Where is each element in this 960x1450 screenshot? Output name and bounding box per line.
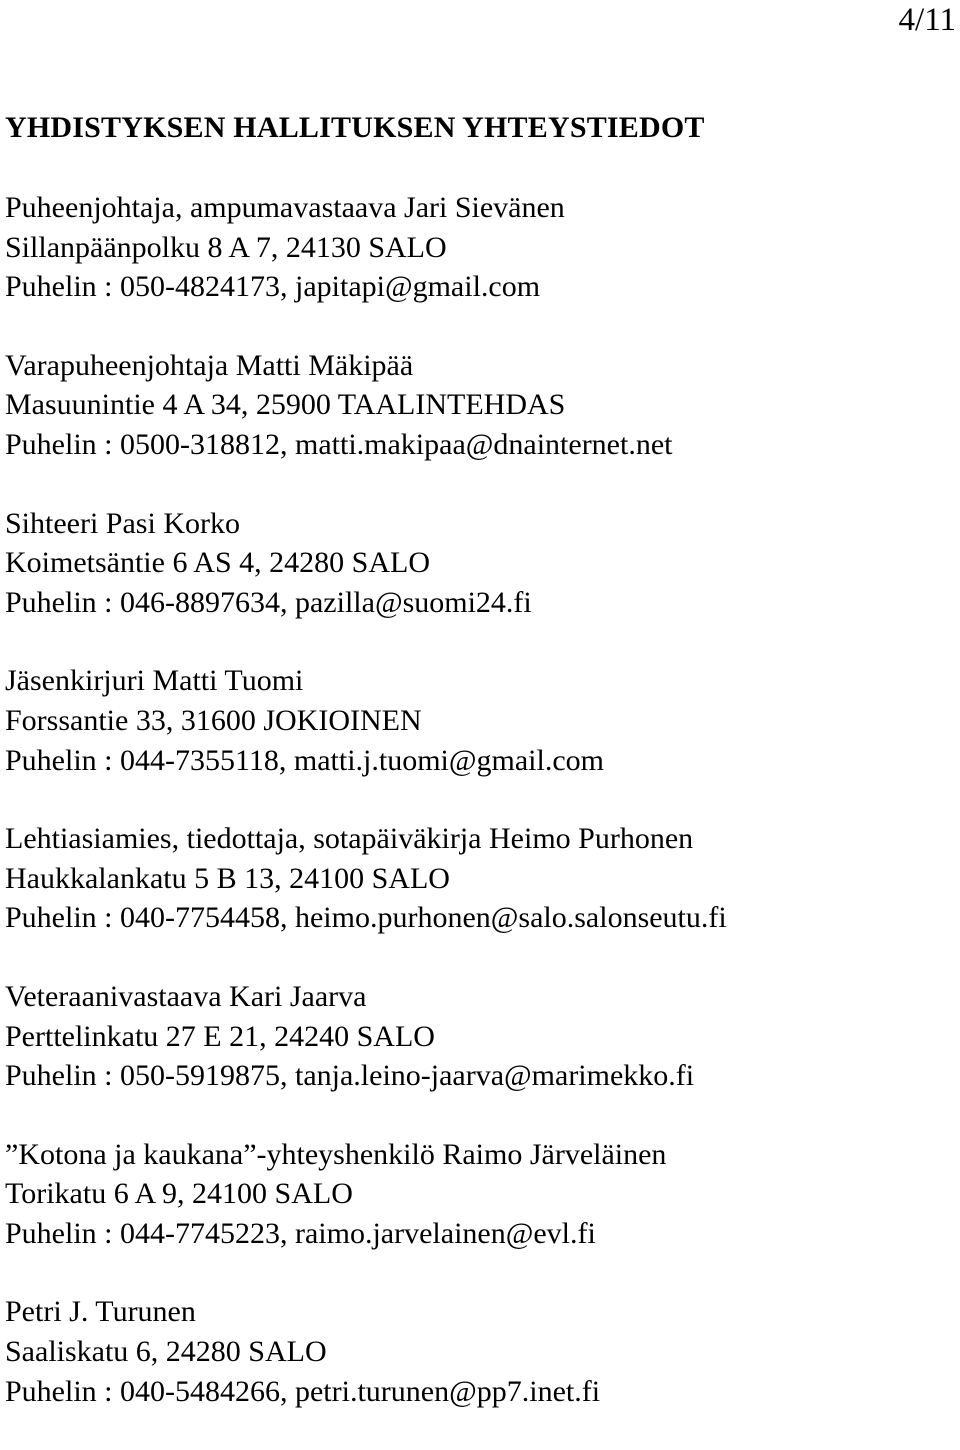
contact-phone-email: Puhelin : 044-7355118, matti.j.tuomi@gmail.com [5, 743, 604, 777]
contact-member [5, 1292, 955, 1411]
contact-address: Torikatu 6 A 9, 24100 SALO [5, 1177, 353, 1211]
contact-phone-email: Puhelin : 0500-318812, matti.makipaa@dnainternet.net [5, 427, 673, 461]
contact-phone-email: Puhelin : 040-5484266, petri.turunen@pp7.inet.fi [5, 1374, 601, 1408]
contact-phone-email: Puhelin : 044-7745223, raimo.jarvelainen@evl.fi [5, 1216, 596, 1250]
contact-vice-chairman [5, 346, 955, 465]
contact-address: Saaliskatu 6, 24280 SALO [5, 1335, 327, 1369]
contact-address: Masuunintie 4 A 34, 25900 TAALINTEHDAS [5, 388, 566, 422]
page-number: 4/11 [898, 2, 956, 38]
contact-address: Sillanpäänpolku 8 A 7, 24130 SALO [5, 230, 447, 264]
contact-phone-email: Puhelin : 050-5919875, tanja.leino-jaarva@marimekko.fi [5, 1059, 695, 1093]
contact-phone-email: Puhelin : 050-4824173, japitapi@gmail.com [5, 270, 541, 304]
contact-role-name: Jäsenkirjuri Matti Tuomi [5, 664, 304, 698]
contact-role-name: Lehtiasiamies, tiedottaja, sotapäiväkirja Heimo Purhonen [5, 822, 694, 856]
contact-home-and-away-liaison [5, 1135, 955, 1254]
contact-address: Forssantie 33, 31600 JOKIOINEN [5, 703, 422, 737]
contact-press-officer [5, 819, 955, 938]
contact-role-name: Puheenjohtaja, ampumavastaava Jari Sievänen [5, 191, 565, 224]
contact-phone-email: Puhelin : 040-7754458, heimo.purhonen@salo.salonseutu.fi [5, 901, 727, 935]
contact-chairman [5, 188, 955, 307]
contact-role-name: Veteraanivastaava Kari Jaarva [5, 979, 367, 1013]
contact-secretary [5, 504, 955, 623]
contact-address: Perttelinkatu 27 E 21, 24240 SALO [5, 1019, 435, 1053]
contact-phone-email: Puhelin : 046-8897634, pazilla@suomi24.fi [5, 585, 532, 619]
contact-role-name: Varapuheenjohtaja Matti Mäkipää [5, 348, 414, 382]
contact-address: Koimetsäntie 6 AS 4, 24280 SALO [5, 546, 430, 580]
contact-role-name: Petri J. Turunen [5, 1295, 196, 1329]
contact-veteran-officer [5, 977, 955, 1096]
contact-list [5, 188, 955, 1450]
contact-role-name: Sihteeri Pasi Korko [5, 506, 240, 540]
contact-role-name: ”Kotona ja kaukana”-yhteyshenkilö Raimo Järveläinen [5, 1137, 667, 1171]
contact-membership-registrar [5, 661, 955, 780]
document-title: YHDISTYKSEN HALLITUKSEN YHTEYSTIEDOT [5, 111, 705, 144]
contact-address: Haukkalankatu 5 B 13, 24100 SALO [5, 861, 450, 895]
